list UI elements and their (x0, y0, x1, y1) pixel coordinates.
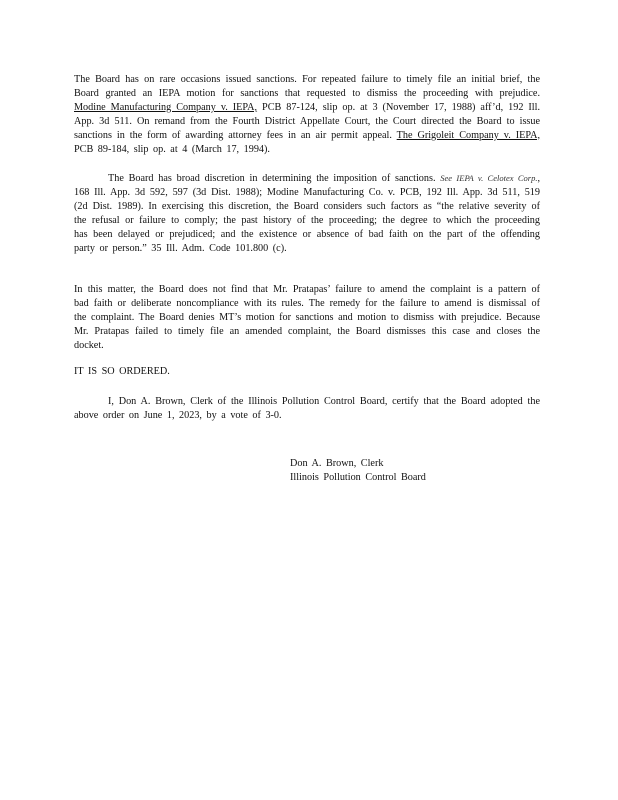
p1-text-c: PCB 89-184, slip op. at 4 (March 17, 1994). (74, 143, 270, 155)
sanctions-history-paragraph (74, 73, 540, 156)
p1-text-b: PCB 87-124, slip op. at 3 (November 17, 1988) aff’d, 192 Ill. App. 3d 511. On remand from the Fourth District Appellate Court, the Court directed the Board to issue sanctions in the form of awarding attorney fees in an air permit appeal. (74, 101, 541, 141)
p2-text-a: The Board has broad discretion in determining the imposition of sanctions. (108, 173, 436, 184)
signature-org: Illinois Pollution Control Board (290, 471, 426, 483)
signature-block (290, 457, 426, 485)
grigoleit-case-citation: The Grigoleit Company v. IEPA, (396, 129, 541, 141)
signature-name: Don A. Brown, Clerk (290, 458, 384, 469)
modine-case-citation: Modine Manufacturing Company v. IEPA, (74, 101, 258, 113)
celotex-citation: See IEPA v. Celotex Corp. (440, 173, 538, 183)
clerk-certification: I, Don A. Brown, Clerk of the Illinois Pollution Control Board, certify that the Board adopted the above order on June 1, 2023, by a vote of 3-0. (74, 396, 540, 421)
ruling-paragraph: In this matter, the Board does not find that Mr. Pratapas’ failure to amend the complaint is a pattern of bad faith or deliberate noncompliance with its rules. The remedy for the failure to amend is dismissal of the complaint. The Board denies MT’s motion for sanctions and motion to dismiss with prejudice. Because Mr. Pratapas failed to timely file an amended complaint, the Board dismisses this case and closes the docket. (74, 284, 540, 351)
order-statement: IT IS SO ORDERED. (74, 366, 170, 377)
discretion-paragraph (74, 172, 540, 255)
p1-text-a: The Board has on rare occasions issued sanctions. For repeated failure to timely file an initial brief, the Board granted an IEPA motion for sanctions that requested to dismiss the proceeding with prejudice. (74, 74, 540, 99)
p2-text-b: , 168 Ill. App. 3d 592, 597 (3d Dist. 1988); Modine Manufacturing Co. v. PCB, 192 Ill. App. 3d 511, 519 (2d Dist. 1989). In exercising this discretion, the Board considers such factors as “the relative severity of the refusal or failure to comply; the past history of the proceeding; the degree to which the proceeding has been delayed or prejudiced; and the existence or absence of bad faith on the part of the offending party or person.” 35 Ill. Adm. Code 101.800 (c). (74, 173, 540, 254)
